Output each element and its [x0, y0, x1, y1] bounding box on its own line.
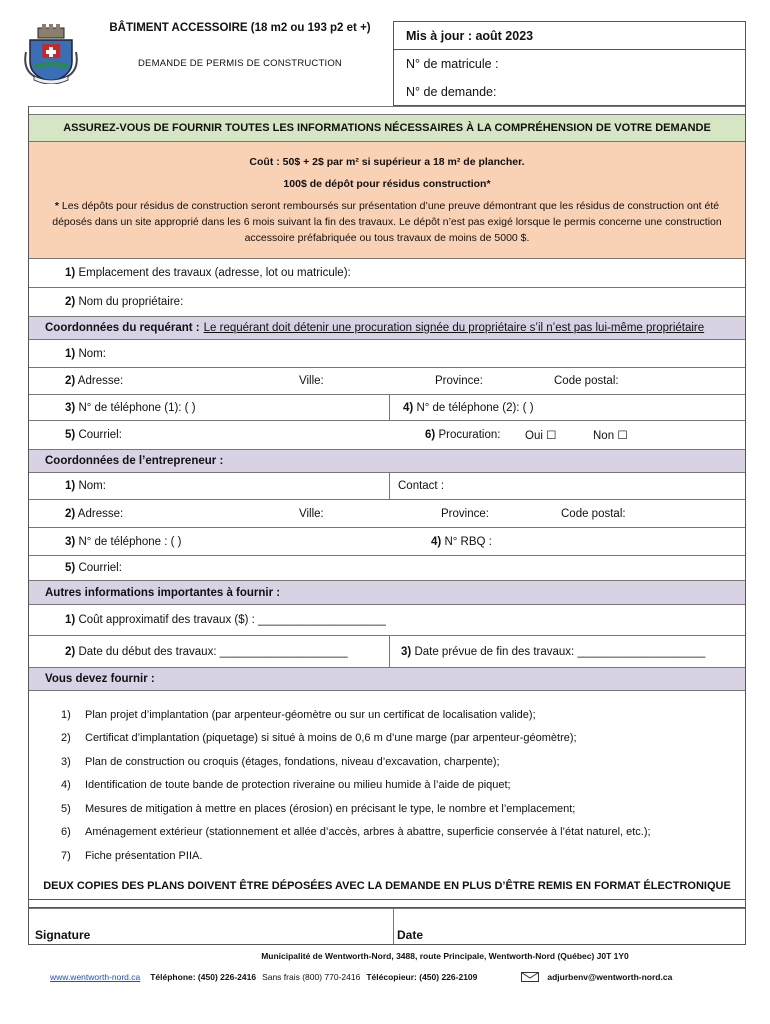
update-date: Mis à jour : août 2023 — [394, 22, 745, 50]
form-title: BÂTIMENT ACCESSOIRE (18 m2 ou 193 p2 et +) — [109, 22, 371, 34]
proxy-no-checkbox[interactable]: ☐ — [617, 430, 628, 442]
applicant-address-label: Adresse: — [77, 375, 124, 387]
applicant-phone1-label: N° de téléphone (1): ( ) — [78, 401, 196, 414]
permit-form — [28, 106, 746, 945]
phone-text: Téléphone: (450) 226-2416 — [150, 972, 257, 982]
email-text[interactable]: adjurbenv@wentworth-nord.ca — [547, 972, 673, 982]
matricule-field[interactable]: N° de matricule : — [406, 57, 499, 71]
contractor-rbq-label: N° RBQ : — [444, 535, 492, 548]
owner-label: Nom du propriétaire: — [78, 296, 184, 308]
reference-box — [393, 21, 746, 106]
contractor-address-row[interactable]: 2) Adresse: Ville: Province: Code postal: — [29, 500, 745, 528]
requirements-block — [29, 691, 745, 909]
applicant-name-label: Nom: — [78, 347, 106, 360]
proxy-label: Procuration: — [438, 429, 501, 441]
requirements-list — [29, 691, 745, 874]
applicant-heading — [29, 317, 745, 340]
location-row[interactable]: 1) Emplacement des travaux (adresse, lot ou matricule): — [29, 259, 745, 288]
end-date-label: Date prévue de fin des travaux: ____________________ — [414, 645, 706, 658]
footer-address: Municipalité de Wentworth-Nord, 3488, route Principale, Wentworth-Nord (Québec) J0T 1Y0 — [261, 951, 629, 961]
requirement-text: Fiche présentation PIIA. — [85, 849, 203, 862]
tollfree-text: Sans frais (800) 770-2416 — [262, 972, 361, 982]
list-item: 5) Mesures de mitigation à mettre en places (érosion) en précisant le type, le nombre et l’emplacement; — [61, 802, 576, 815]
list-item: 2) Certificat d’implantation (piquetage) si situé à moins de 0,6 m d’une marge (par arpenteur-géomètre); — [61, 732, 577, 745]
location-label: Emplacement des travaux (adresse, lot ou matricule): — [78, 267, 351, 279]
list-item: 1) Plan projet d’implantation (par arpenteur-géomètre ou sur un certificat de localisation valide); — [61, 708, 536, 721]
applicant-note: Le requérant doit détenir une procuration signée du propriétaire s’il n’est pas lui-même propriétaire — [203, 322, 705, 334]
list-item: 7) Fiche présentation PIIA. — [61, 849, 203, 862]
applicant-province-label: Province: — [435, 375, 483, 387]
divider — [389, 636, 390, 667]
contractor-province-label: Province: — [441, 507, 489, 520]
applicant-phone2-label: N° de téléphone (2): ( ) — [416, 401, 534, 414]
applicant-postal-label: Code postal: — [554, 375, 619, 387]
demande-field[interactable]: N° de demande: — [406, 85, 497, 99]
closing-notice: DEUX COPIES DES PLANS DOIVENT ÊTRE DÉPOSÉES AVEC LA DEMANDE EN PLUS D’ÊTRE REMIS EN FORMAT ÉLECTRONIQUE — [29, 874, 745, 900]
fax-text: Télécopieur: (450) 226-2109 — [366, 972, 478, 982]
requirement-text: Mesures de mitigation à mettre en places (érosion) en précisant le type, le nombre et l’emplacement; — [85, 802, 576, 815]
contractor-email-row[interactable]: 5) Courriel: — [29, 556, 745, 581]
list-item: 4) Identification de toute bande de protection riveraine ou milieu humide à l’aide de piquet; — [61, 779, 511, 792]
contractor-contact-label: Contact : — [398, 480, 445, 492]
divider — [389, 395, 390, 420]
contractor-phone-label: N° de téléphone : ( ) — [78, 535, 182, 548]
applicant-email-row[interactable]: 5) Courriel: 6) Procuration: Oui ☐ Non ☐ — [29, 421, 745, 450]
applicant-address-row[interactable]: 2) Adresse: Ville: Province: Code postal: — [29, 368, 745, 395]
footer-contacts — [50, 972, 750, 982]
contractor-heading: Coordonnées de l’entrepreneur : — [29, 450, 745, 473]
owner-row[interactable]: 2) Nom du propriétaire: — [29, 288, 745, 317]
contractor-address-label: Adresse: — [77, 507, 124, 520]
requirement-text: Certificat d’implantation (piquetage) si situé à moins de 0,6 m d’une marge (par arpenteur-géomètre); — [85, 732, 577, 745]
form-header — [0, 0, 770, 106]
requirement-text: Plan projet d’implantation (par arpenteur-géomètre ou sur un certificat de localisation valide); — [85, 708, 536, 721]
cost-estimate-label: Coût approximatif des travaux ($) : ____________________ — [78, 614, 386, 626]
spacer-row — [29, 106, 745, 115]
spacer-row — [29, 900, 745, 908]
contractor-phone-row[interactable]: 3) N° de téléphone : ( ) 4) N° RBQ : — [29, 528, 745, 556]
date-label: Date — [397, 927, 424, 942]
applicant-title: Coordonnées du requérant : — [45, 322, 200, 334]
signature-row[interactable] — [29, 909, 745, 945]
requirement-text: Aménagement extérieur (stationnement et allée d’accès, arbres à abattre, superficie conservée à l’état naturel, etc.); — [85, 826, 651, 839]
contractor-postal-label: Code postal: — [561, 507, 626, 520]
deposit-note: Les dépôts pour résidus de construction seront remboursés sur présentation d’une preuve démontrant que les résidus de construction ont été déposés dans un site approprié dans les 6 mois suivant la fin des travaux. Le dépôt n’est pas exigé lorsque le permis concerne une construction accessoire préfabriquée ou tous travaux de moins de 5000 $. — [52, 200, 722, 244]
proxy-yes-label: Oui — [525, 430, 543, 442]
requirements-heading: Vous devez fournir : — [29, 668, 745, 691]
list-item: 6) Aménagement extérieur (stationnement et allée d’accès, arbres à abattre, superficie conservée à l’état naturel, etc.); — [61, 826, 651, 839]
applicant-phone-row[interactable]: 3) N° de téléphone (1): ( ) 4) N° de téléphone (2): ( ) — [29, 395, 745, 421]
deposit-line: 100$ de dépôt pour résidus construction — [283, 178, 487, 190]
requirement-text: Identification de toute bande de protection riveraine ou milieu humide à l’aide de piquet; — [85, 779, 511, 792]
info-banner: ASSUREZ-VOUS DE FOURNIR TOUTES LES INFORMATIONS NÉCESSAIRES À LA COMPRÉHENSION DE VOTRE DEMANDE — [29, 115, 745, 142]
envelope-icon — [521, 972, 539, 982]
contractor-name-label: Nom: — [78, 480, 106, 492]
asterisk-icon: * — [54, 200, 62, 212]
cost-line: Coût : 50$ + 2$ par m² si supérieur a 18 m² de plancher. — [249, 156, 525, 168]
asterisk-icon: * — [486, 178, 491, 190]
cost-estimate-row[interactable]: 1) Coût approximatif des travaux ($) : ____________________ — [29, 605, 745, 636]
applicant-city-label: Ville: — [299, 375, 324, 387]
divider — [393, 909, 394, 944]
contractor-city-label: Ville: — [299, 507, 324, 520]
dates-row[interactable]: 2) Date du début des travaux: ____________________ 3) Date prévue de fin des travaux: ____________________ — [29, 636, 745, 668]
applicant-email-label: Courriel: — [78, 429, 122, 441]
signature-label: Signature — [35, 927, 91, 942]
requirement-text: Plan de construction ou croquis (étages, fondations, niveau d’excavation, charpente); — [85, 755, 500, 768]
list-item: 3) Plan de construction ou croquis (étages, fondations, niveau d’excavation, charpente); — [61, 755, 500, 768]
applicant-name-row[interactable]: 1) Nom: — [29, 340, 745, 368]
website-link[interactable]: www.wentworth-nord.ca — [50, 972, 141, 982]
contractor-email-label: Courriel: — [78, 562, 122, 574]
divider — [389, 473, 390, 499]
cost-section — [29, 142, 745, 259]
municipal-crest-icon — [24, 22, 78, 84]
other-info-heading: Autres informations importantes à fournir : — [29, 581, 745, 605]
proxy-no-label: Non — [593, 430, 615, 442]
proxy-yes-checkbox[interactable]: ☐ — [546, 430, 557, 442]
contractor-name-row[interactable]: 1) Nom: Contact : — [29, 473, 745, 500]
start-date-label: Date du début des travaux: ____________________ — [78, 645, 348, 658]
form-subtitle: DEMANDE DE PERMIS DE CONSTRUCTION — [137, 58, 342, 69]
